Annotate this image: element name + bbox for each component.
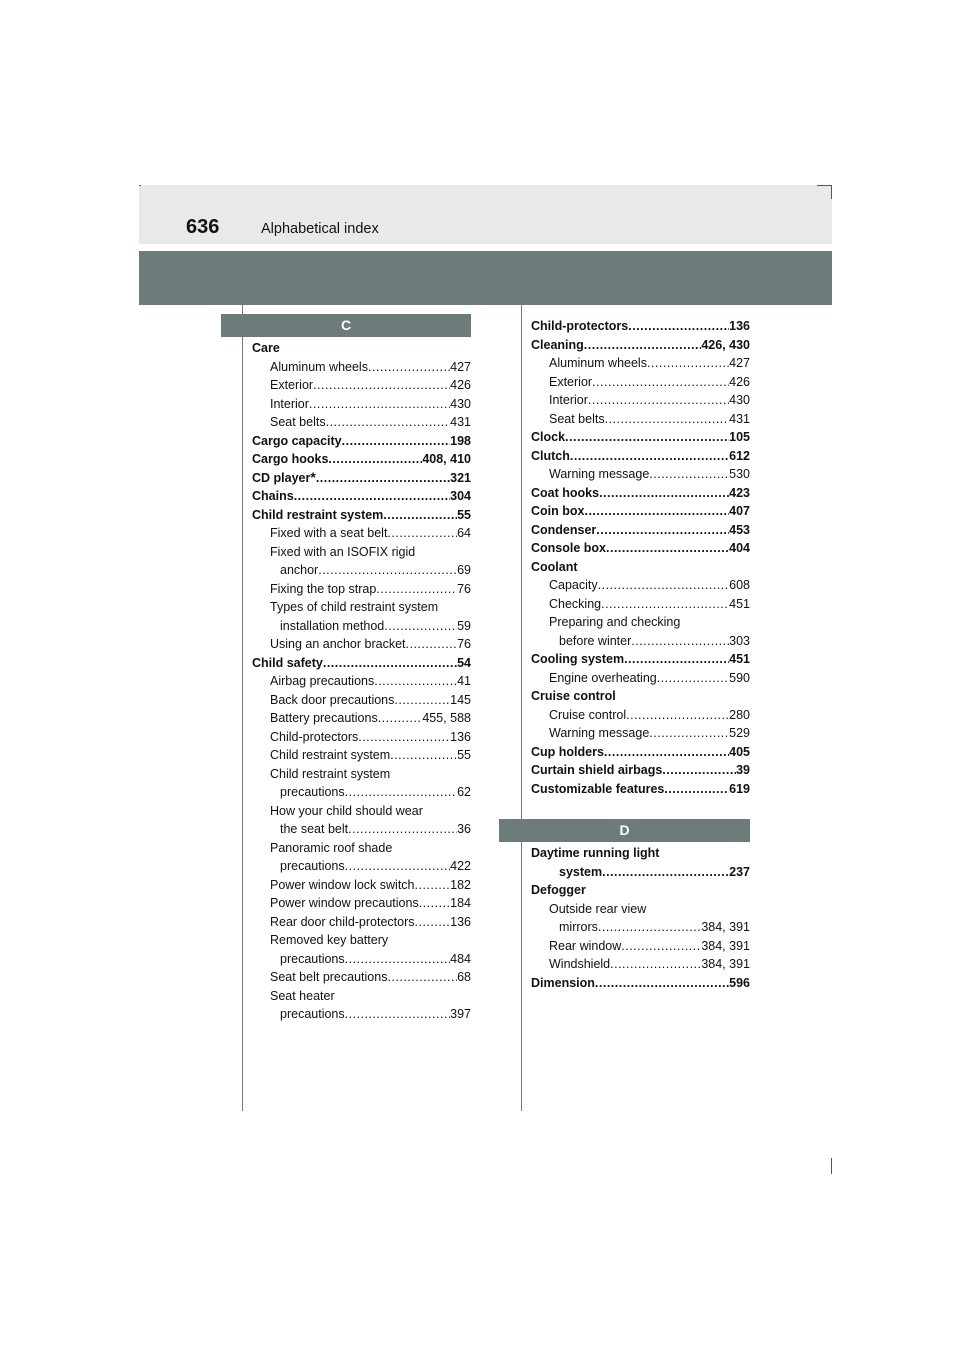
index-entry-page: 430 [729,393,750,407]
leader-dots [599,484,729,503]
index-entry-term: Condenser [531,522,597,537]
leader-dots [394,691,450,710]
index-entry-term: Cooling system [531,652,625,666]
index-entry-term: mirrors [559,920,598,934]
leader-dots [631,632,729,651]
index-entry-term: Coin box [531,504,585,518]
leader-dots [570,447,729,466]
index-entry-term: Aluminum wheels [270,359,368,374]
index-entry-page: 184 [450,896,471,910]
leader-dots [584,336,702,355]
index-entry-term: Windshield [549,957,611,971]
leader-dots [565,428,729,447]
leader-dots [345,950,451,969]
index-entry-page: 136 [450,914,471,929]
index-entry [531,632,750,651]
index-entry-term: Clutch [531,448,570,463]
index-entry-term: Cruise control [531,689,616,703]
index-entry [252,968,471,987]
index-entry-page: 384, 391 [701,957,750,971]
crop-mark-top-left-h [139,185,141,186]
index-entry [252,432,471,451]
index-entry [531,955,750,974]
index-entry-page: 68 [457,970,471,984]
index-entry-term: Customizable features [531,781,665,796]
index-entry-term: precautions [280,785,345,799]
leader-dots [328,450,422,469]
index-entry-term: Airbag precautions [270,674,375,688]
index-entry-page: 136 [450,729,471,744]
index-entry [252,802,471,821]
leader-dots [374,672,457,691]
index-entry [252,876,471,895]
index-entry-page: 451 [729,596,750,611]
index-entry [252,820,471,839]
leader-dots [606,539,729,558]
index-entry [252,376,471,395]
index-entry-term: Using an anchor bracket [270,637,406,651]
leader-dots [649,724,729,743]
leader-dots [628,317,729,336]
index-entry-term: Cargo capacity [252,433,342,448]
leader-dots [604,743,729,762]
leader-dots [326,413,451,432]
leader-dots [657,669,729,688]
index-entry [531,724,750,743]
index-entry [252,654,471,673]
index-entry-page: 76 [457,581,471,596]
leader-dots [378,709,423,728]
index-entry-page: 303 [729,633,750,648]
index-entry-term: Child restraint system [270,748,391,762]
index-entry-page: 426 [729,374,750,389]
index-entry-term: Outside rear view [549,901,647,916]
index-entry-term: Child restraint system [252,507,384,522]
index-entry-term: Warning message [549,726,650,740]
leader-dots [376,580,457,599]
index-entry-page: 427 [729,356,750,370]
leader-dots [345,857,451,876]
index-entry-page: 54 [457,655,471,670]
leader-dots [598,918,701,937]
index-entry-page: 64 [457,526,471,540]
index-entry-page: 408, 410 [422,452,471,466]
index-entry-page: 612 [729,448,750,463]
index-entry-term: precautions [280,1007,345,1021]
index-entry-page: 427 [450,359,471,374]
header-band [139,251,832,305]
leader-dots [621,937,701,956]
leader-dots [596,521,729,540]
index-entry-term: Panoramic roof shade [270,840,393,855]
leader-dots [345,783,457,802]
index-entry-page: 384, 391 [701,920,750,934]
index-entry-page: 69 [457,563,471,577]
header-bar [139,185,832,244]
index-entry [252,709,471,728]
leader-dots [415,913,451,932]
index-entry [252,746,471,765]
leader-dots [664,780,729,799]
index-entry [531,863,750,882]
index-entry [531,881,750,900]
index-entry-page: 136 [729,319,750,333]
index-entry-term: Back door precautions [270,692,395,707]
index-entry [531,336,750,355]
index-entry [252,691,471,710]
index-entry [252,617,471,636]
index-entry [531,844,750,863]
index-entry-term: Cleaning [531,337,584,352]
leader-dots [602,863,729,882]
section-heading-d: D [499,819,750,842]
index-entry-page: 453 [729,522,750,537]
index-entry-page: 404 [729,541,750,555]
index-entry [531,687,750,706]
index-entry-term: Removed key battery [270,933,389,947]
page-title: Alphabetical index [261,221,379,237]
index-entry-page: 105 [729,430,750,444]
leader-dots [415,876,451,895]
leader-dots [309,395,450,414]
index-entry-page: 430 [450,396,471,411]
index-entry [252,395,471,414]
index-entry [252,561,471,580]
index-entry [252,580,471,599]
index-entry-term: Types of child restraint system [270,600,439,614]
index-entry [531,743,750,762]
index-entry-page: 55 [457,507,471,522]
leader-dots [387,968,457,987]
index-entry-page: 423 [729,485,750,500]
index-entry-term: Child restraint system [270,766,391,781]
index-entry-page: 384, 391 [701,938,750,953]
index-entry [531,918,750,937]
index-entry [531,761,750,780]
index-entry-page: 62 [457,785,471,799]
index-entry: CD player * ..... 321 [252,469,471,488]
leader-dots [368,358,450,377]
index-entry-page: 608 [729,578,750,592]
section-heading-c: C [221,314,471,337]
index-entry [531,595,750,614]
index-entry-term: Child safety [252,655,323,670]
index-entry [531,317,750,336]
leader-dots [595,974,729,993]
leader-dots [584,502,729,521]
index-entry [252,931,471,950]
index-entry-term: installation method [280,618,385,633]
index-entry-page: 182 [450,877,471,892]
index-entry [531,706,750,725]
index-entry [252,987,471,1006]
index-entry-page: 237 [729,864,750,879]
index-entry-term: Interior [549,393,588,407]
index-entry-term: anchor [280,563,319,577]
index-entry-term: Defogger [531,883,586,897]
index-entry-term: Interior [270,396,309,411]
index-entry [531,539,750,558]
leader-dots [323,654,457,673]
leader-dots [342,432,451,451]
index-entry [531,669,750,688]
leader-dots [316,469,450,488]
index-entry-term: precautions [280,859,345,873]
index-entry [531,974,750,993]
index-entry-term: the seat belt [280,822,349,836]
index-entry-page: 619 [729,781,750,796]
index-entry [252,358,471,377]
index-entry-page: 484 [450,951,471,966]
index-entry [531,354,750,373]
leader-dots [387,524,457,543]
leader-dots [626,706,729,725]
index-entry-term: Child-protectors [531,319,629,333]
index-entry-term: Fixed with a seat belt [270,526,388,540]
index-entry [252,765,471,784]
index-entry [252,950,471,969]
index-entry-page: 397 [450,1007,471,1021]
leader-dots [390,746,457,765]
index-entry-page: 304 [450,489,471,503]
leader-dots [588,391,729,410]
index-entry [252,857,471,876]
column-rule-right [521,305,522,1111]
index-entry-term: Seat heater [270,988,335,1003]
index-entry [531,373,750,392]
index-entry-page: 55 [457,748,471,762]
leader-dots [406,635,458,654]
index-entry [252,450,471,469]
index-entry-term: How your child should wear [270,803,423,818]
index-entry [531,428,750,447]
index-entry [252,543,471,562]
index-entry-term: system [559,864,603,879]
index-entry-page: 455, 588 [422,711,471,725]
index-entry [252,524,471,543]
index-entry-term: Fixing the top strap [270,581,377,596]
leader-dots [345,1005,451,1024]
index-entry-term: Cup holders [531,744,604,759]
leader-dots [647,354,729,373]
index-entry [252,672,471,691]
index-entry-term: Care [252,341,280,355]
index-entry-page: 431 [450,415,471,429]
index-entry-page: 407 [729,504,750,518]
index-entry-term: Fixed with an ISOFIX rigid [270,544,416,559]
index-entry-page: 36 [457,822,471,836]
crop-mark-bottom-right [831,1158,832,1174]
index-entry-page: 41 [457,674,471,688]
index-entry-page: 426, 430 [701,337,750,352]
index-entry [252,339,471,358]
index-entry-term: Child-protectors [270,729,359,744]
leader-dots [313,376,450,395]
leader-dots [605,410,730,429]
leader-dots [348,820,457,839]
index-column-left [252,339,471,1024]
index-entry [252,1005,471,1024]
index-entry-term: Daytime running light [531,846,660,860]
page-number: 636 [186,216,220,238]
index-entry-term: Exterior [270,378,314,392]
index-entry-page: 405 [729,744,750,759]
index-entry-term: Chains [252,489,294,503]
index-column-right-c [531,317,750,798]
index-entry-page: 76 [457,637,471,651]
index-entry [531,650,750,669]
index-entry [252,783,471,802]
leader-dots [610,955,701,974]
index-entry [252,728,471,747]
index-entry-page: 422 [450,859,471,873]
index-entry [252,598,471,617]
index-entry [252,506,471,525]
index-entry-term: before winter [559,633,632,648]
index-entry-page: 529 [729,726,750,740]
index-entry-term: CD player [252,470,311,485]
index-entry [531,937,750,956]
index-entry-page: 145 [450,692,471,707]
index-entry-page: 198 [450,433,471,448]
index-entry [531,410,750,429]
index-entry-page: 321 [450,470,471,485]
index-entry-term: Cargo hooks [252,452,329,466]
leader-dots [419,894,450,913]
index-entry-page: 590 [729,670,750,685]
crop-mark-top-right-h [817,185,831,186]
index-entry-term: Clock [531,430,566,444]
index-entry-term: Cruise control [549,707,627,722]
index-entry-term: Capacity [549,578,598,592]
index-entry [531,521,750,540]
index-entry [531,484,750,503]
index-entry-term: Seat belts [270,415,326,429]
index-entry-page: 530 [729,467,750,481]
index-entry-term: Curtain shield airbags [531,763,663,777]
leader-dots [598,576,730,595]
leader-dots [294,487,450,506]
index-entry-page: 431 [729,411,750,426]
index-entry-page: 596 [729,975,750,990]
leader-dots [384,617,457,636]
index-entry-term: Power window lock switch [270,877,415,892]
index-entry [252,839,471,858]
index-column-right-d [531,844,750,992]
index-entry [252,413,471,432]
index-entry [531,465,750,484]
index-entry-term: Coat hooks [531,485,600,500]
index-entry [252,487,471,506]
index-entry-term: Warning message [549,467,650,481]
index-entry [252,913,471,932]
index-entry [252,635,471,654]
index-entry-term: Rear door child-protectors [270,914,415,929]
index-entry-term: Rear window [549,938,622,953]
index-entry [531,502,750,521]
index-entry-term: precautions [280,951,345,966]
leader-dots [649,465,729,484]
leader-dots [624,650,729,669]
index-entry-term: Battery precautions [270,711,378,725]
index-entry-term: Checking [549,596,602,611]
leader-dots [318,561,457,580]
index-entry-page: 280 [729,707,750,722]
index-entry-term: Aluminum wheels [549,356,647,370]
index-entry-term: Preparing and checking [549,615,681,629]
crop-mark-top-right [831,185,832,199]
index-entry-page: 59 [457,618,471,633]
index-entry-page: 426 [450,378,471,392]
index-entry-term: Seat belt precautions [270,970,388,984]
index-entry-term: Exterior [549,374,593,389]
column-rule-left [242,305,243,1111]
index-entry-page: 451 [729,652,750,666]
index-entry [531,900,750,919]
leader-dots [662,761,736,780]
index-entry-term: Console box [531,541,607,555]
index-entry [531,780,750,799]
leader-dots [601,595,729,614]
leader-dots [383,506,457,525]
index-entry-term: Seat belts [549,411,605,426]
index-entry [531,613,750,632]
index-entry-term: Power window precautions [270,896,419,910]
index-entry [531,576,750,595]
index-entry [531,391,750,410]
index-entry [252,894,471,913]
index-entry [531,558,750,577]
index-entry [531,447,750,466]
index-entry-page: 39 [736,763,750,777]
leader-dots [592,373,729,392]
leader-dots [358,728,450,747]
index-entry-term: Engine overheating [549,670,657,685]
index-entry-term: Dimension [531,975,595,990]
index-entry-term: Coolant [531,559,578,574]
